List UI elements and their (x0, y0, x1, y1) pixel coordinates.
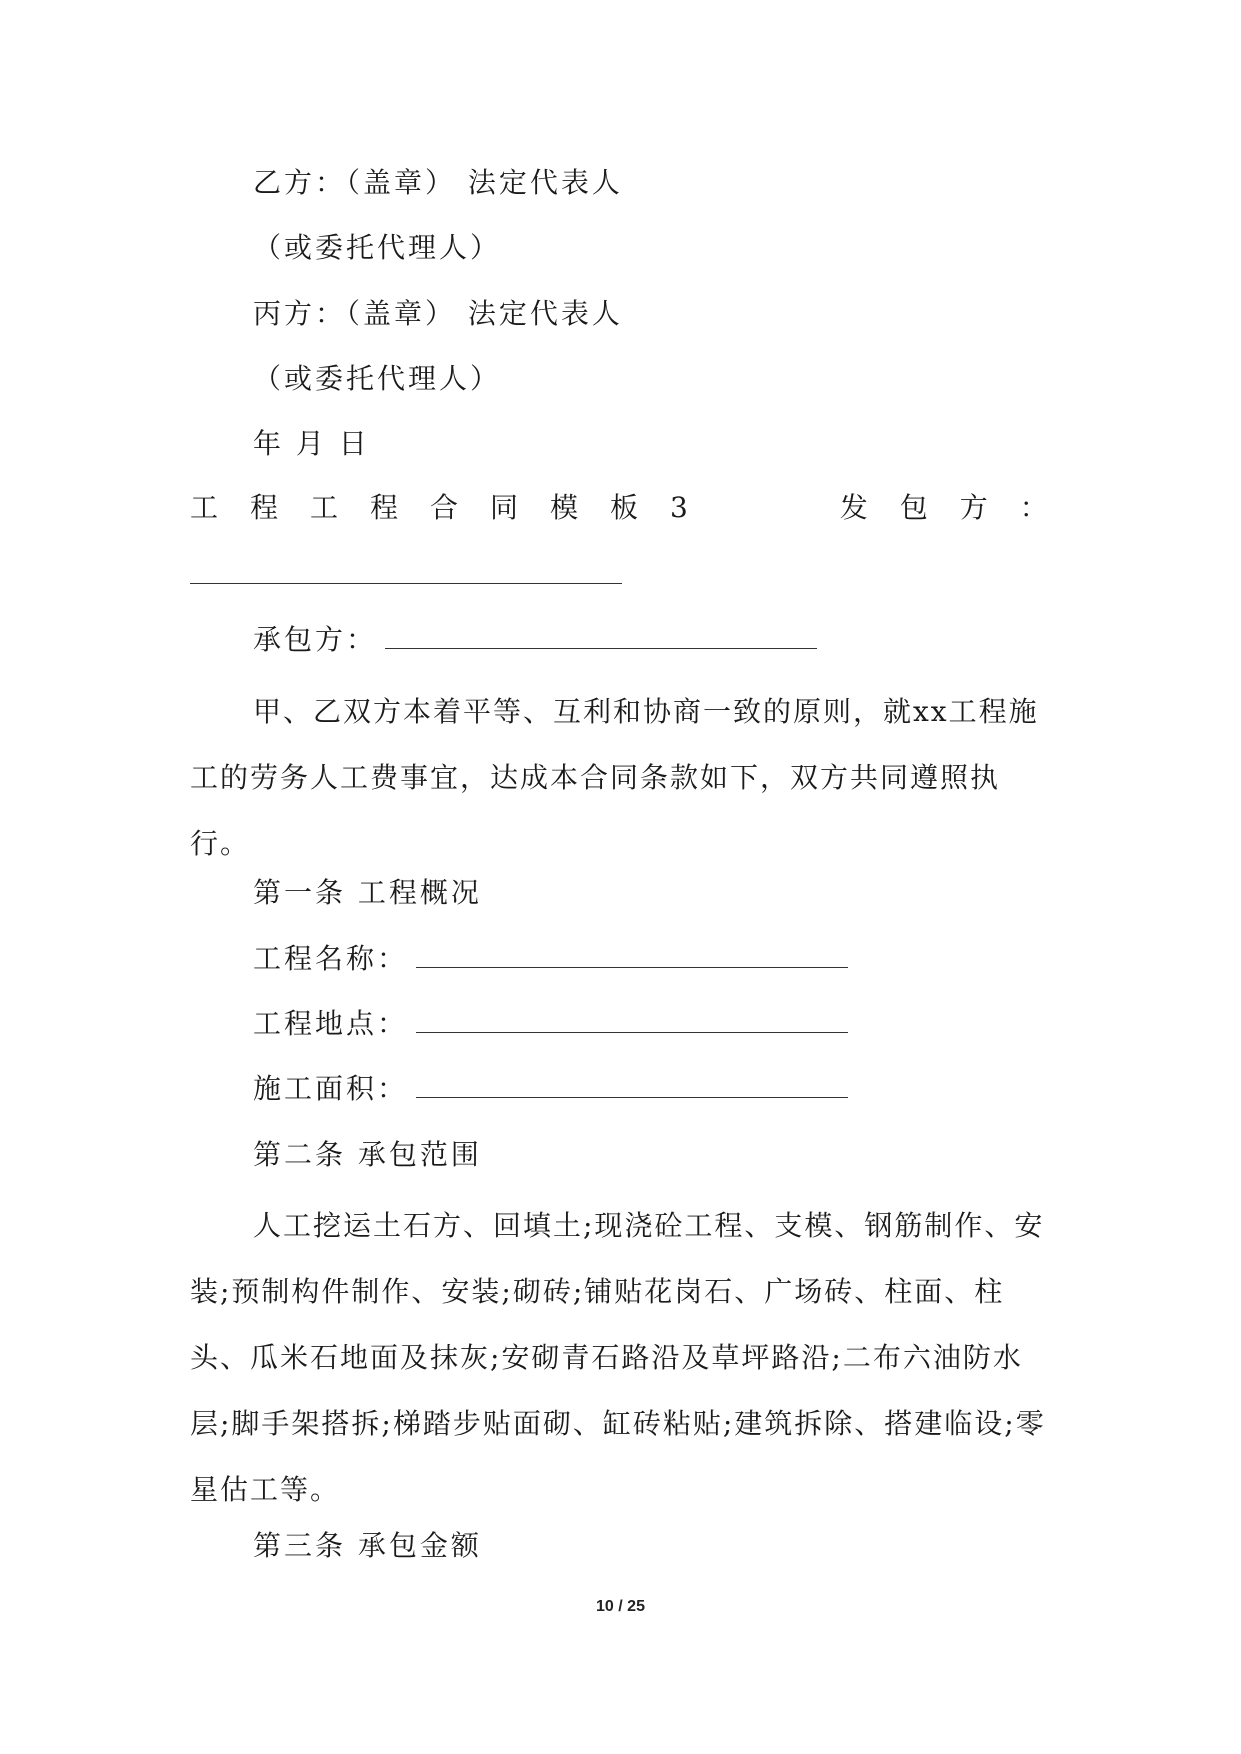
heading-char: 合 (430, 491, 459, 524)
heading-spacer (720, 488, 748, 528)
employer-blank-line (190, 583, 622, 584)
article2-title: 第二条 承包范围 (253, 1138, 482, 1171)
field-label: 工程地点： (253, 1007, 409, 1040)
heading-spacer (780, 488, 808, 528)
field-blank (416, 943, 848, 968)
intro-paragraph: 甲、乙双方本着平等、互利和协商一致的原则，就xx工程施工的劳务人工费事宜，达成本合同条款如下，双方共同遵照执行。 (190, 695, 1039, 860)
heading-char: 包 (899, 491, 928, 524)
contractor-blank (385, 624, 817, 649)
heading-char: 3 (670, 491, 688, 524)
construction-area-field (253, 1069, 848, 1109)
party-b-agent: （或委托代理人） (253, 231, 502, 264)
page-indicator: 10 / 25 (596, 1598, 645, 1615)
field-label: 工程名称： (253, 942, 409, 975)
contractor-line (253, 620, 817, 660)
party-c-signature: 丙方：（盖章） 法定代表人 (253, 297, 623, 330)
heading-char: 工 (190, 491, 219, 524)
heading-char: 模 (550, 491, 579, 524)
signature-date: 年 月 日 (253, 427, 370, 460)
heading-char: 方 (959, 491, 988, 524)
heading-char: 同 (490, 491, 519, 524)
heading-char: ： (1019, 491, 1048, 524)
field-blank (416, 1073, 848, 1098)
project-location-field (253, 1004, 848, 1044)
contractor-label: 承包方： (253, 623, 378, 656)
heading-char: 发 (839, 491, 868, 524)
project-name-field (253, 939, 848, 979)
template-heading (190, 488, 1048, 528)
article2-body: 人工挖运土石方、回填土;现浇砼工程、支模、钢筋制作、安装;预制构件制作、安装;砌砖;铺贴花岗石、广场砖、柱面、柱头、瓜米石地面及抹灰;安砌青石路沿及草坪路沿;二布六油防水层;脚手架搭拆;梯踏步贴面砌、缸砖粘贴;建筑拆除、搭建临设;零星估工等。 (190, 1209, 1046, 1506)
party-b-signature: 乙方：（盖章） 法定代表人 (253, 166, 623, 199)
heading-char: 板 (610, 491, 639, 524)
field-blank (416, 1008, 848, 1033)
heading-char: 程 (370, 491, 399, 524)
article3-title: 第三条 承包金额 (253, 1529, 482, 1562)
field-label: 施工面积： (253, 1072, 409, 1105)
article1-title: 第一条 工程概况 (253, 876, 482, 909)
heading-char: 程 (250, 491, 279, 524)
heading-char: 工 (310, 491, 339, 524)
party-c-agent: （或委托代理人） (253, 362, 502, 395)
